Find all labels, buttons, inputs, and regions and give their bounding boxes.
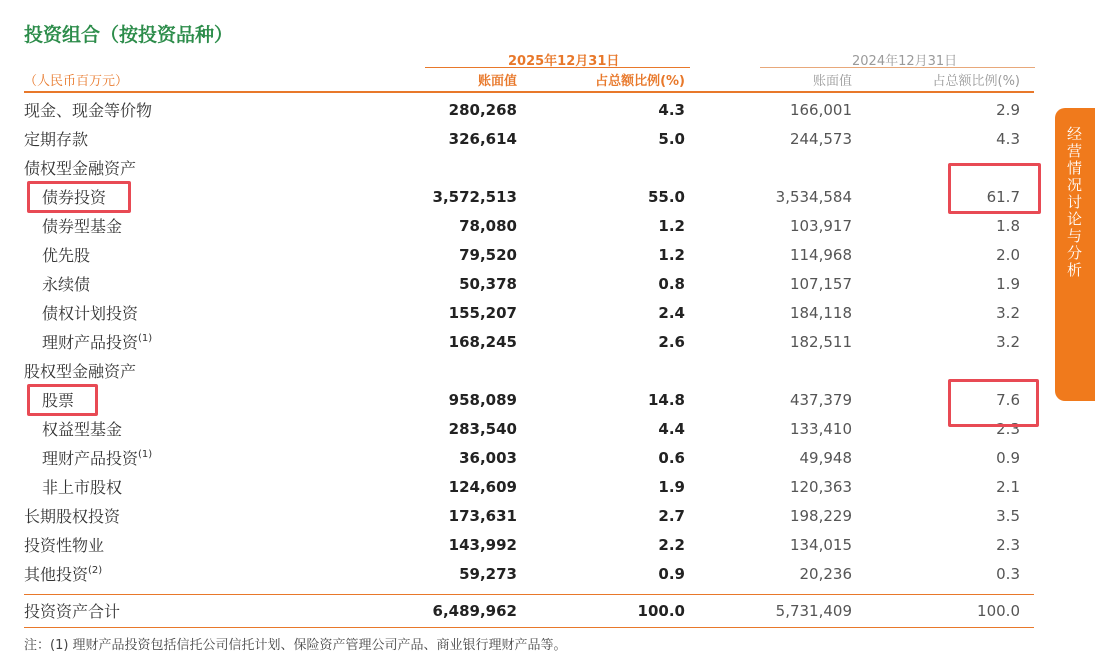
ratio-2025: 14.8 [647, 391, 685, 409]
value-2025: 168,245 [448, 333, 517, 351]
value-2024: 114,968 [789, 246, 852, 264]
ratio-2025: 0.6 [658, 449, 685, 467]
ratio-2025: 4.4 [658, 420, 685, 438]
value-2024: 198,229 [789, 507, 852, 525]
value-2024: 103,917 [789, 217, 852, 235]
value-2025: 283,540 [448, 420, 517, 438]
value-2025: 958,089 [448, 391, 517, 409]
table-row [0, 415, 1080, 444]
footnote-marker: (1) [138, 333, 153, 344]
value-2025: 173,631 [448, 507, 517, 525]
ratio-2024: 2.9 [996, 101, 1020, 119]
table-row [0, 96, 1080, 125]
side-section-tab-label: 经营情况讨论与分析 [1065, 126, 1083, 279]
table-row [0, 299, 1080, 328]
row-label: 现金、现金等价物 [24, 101, 153, 120]
table-row [0, 473, 1080, 502]
footnote: 注：(1) 理财产品投资包括信托公司信托计划、保险资产管理公司产品、商业银行理财产品等。 [24, 638, 567, 653]
ratio-2025: 2.7 [658, 507, 685, 525]
value-2024: 244,573 [789, 130, 852, 148]
value-2024: 184,118 [789, 304, 852, 322]
row-label: 债券型基金 [42, 217, 123, 236]
value-2025: 59,273 [459, 565, 517, 583]
value-2025: 155,207 [448, 304, 517, 322]
footnote-marker: (1) [138, 449, 153, 460]
value-2025: 280,268 [448, 101, 517, 119]
table-row [0, 386, 1080, 415]
table-row [0, 183, 1080, 212]
row-group-label: 债权型金融资产 [24, 159, 137, 178]
row-label: 非上市股权 [42, 478, 123, 497]
table-row-group [0, 154, 1080, 183]
ratio-2024: 1.9 [996, 275, 1020, 293]
total-value-2024: 5,731,409 [775, 602, 852, 620]
ratio-2024: 0.3 [996, 565, 1020, 583]
total-ratio-2025: 100.0 [637, 602, 685, 620]
total-ratio-2024: 100.0 [977, 602, 1020, 620]
total-value-2025: 6,489,962 [432, 602, 517, 620]
table-row [0, 444, 1080, 473]
highlight-box-bond-ratio-2024 [948, 163, 1041, 214]
value-2025: 124,609 [448, 478, 517, 496]
highlight-box-bond-investment [27, 181, 131, 213]
value-2024: 134,015 [789, 536, 852, 554]
highlight-box-stock-ratio-2024 [948, 379, 1039, 427]
col-ratio-current: 占总额比例(%) [595, 74, 685, 89]
row-label-text: 理财产品投资 [42, 333, 139, 352]
value-2024: 107,157 [789, 275, 852, 293]
ratio-2024: 2.0 [996, 246, 1020, 264]
row-label: 股票 [42, 391, 75, 410]
row-group-label: 股权型金融资产 [24, 362, 137, 381]
value-2025: 79,520 [459, 246, 517, 264]
table-bottom-divider [24, 627, 1034, 628]
value-2024: 182,511 [789, 333, 852, 351]
highlight-box-stock [27, 384, 98, 416]
ratio-2024: 7.6 [996, 391, 1020, 409]
year-current-header: 2025年12月31日 [508, 54, 620, 69]
col-ratio-prior: 占总额比例(%) [932, 74, 1020, 89]
table-row [0, 328, 1080, 357]
row-label: 定期存款 [24, 130, 89, 149]
row-label [42, 328, 152, 357]
table-row [0, 241, 1080, 270]
row-label: 投资性物业 [24, 536, 105, 555]
value-2025: 326,614 [448, 130, 517, 148]
value-2024: 120,363 [789, 478, 852, 496]
row-label: 优先股 [42, 246, 91, 265]
ratio-2024: 4.3 [996, 130, 1020, 148]
header-divider-prior [760, 67, 1035, 68]
ratio-2025: 1.2 [658, 217, 685, 235]
value-2024: 20,236 [799, 565, 852, 583]
header-divider-current [425, 67, 690, 68]
row-label: 永续债 [42, 275, 91, 294]
row-label: 长期股权投资 [24, 507, 121, 526]
ratio-2025: 0.9 [658, 565, 685, 583]
ratio-2024: 3.2 [996, 304, 1020, 322]
table-row [0, 212, 1080, 241]
table-row [0, 560, 1080, 589]
ratio-2024: 2.3 [996, 536, 1020, 554]
row-label: 债权计划投资 [42, 304, 139, 323]
ratio-2025: 1.9 [658, 478, 685, 496]
ratio-2024: 1.8 [996, 217, 1020, 235]
total-label: 投资资产合计 [24, 602, 121, 621]
value-2024: 166,001 [789, 101, 852, 119]
table-row [0, 270, 1080, 299]
row-label: 债券投资 [42, 188, 107, 207]
ratio-2025: 55.0 [647, 188, 685, 206]
ratio-2024: 2.1 [996, 478, 1020, 496]
value-2025: 36,003 [459, 449, 517, 467]
ratio-2025: 4.3 [658, 101, 685, 119]
value-2025: 3,572,513 [432, 188, 517, 206]
row-label [24, 560, 102, 589]
ratio-2025: 0.8 [658, 275, 685, 293]
row-label-text: 理财产品投资 [42, 449, 139, 468]
value-2025: 78,080 [459, 217, 517, 235]
col-book-value-prior: 账面值 [812, 74, 852, 89]
col-book-value-current: 账面值 [477, 74, 517, 89]
total-row [0, 597, 1080, 626]
row-label-text: 其他投资 [24, 565, 89, 584]
table-row [0, 502, 1080, 531]
ratio-2025: 2.2 [658, 536, 685, 554]
ratio-2025: 5.0 [658, 130, 685, 148]
ratio-2025: 2.4 [658, 304, 685, 322]
total-divider [24, 594, 1034, 595]
value-2025: 50,378 [459, 275, 517, 293]
ratio-2024: 2.3 [996, 420, 1020, 438]
table-row [0, 531, 1080, 560]
value-2024: 3,534,584 [775, 188, 852, 206]
ratio-2025: 1.2 [658, 246, 685, 264]
ratio-2024: 3.2 [996, 333, 1020, 351]
table-row [0, 125, 1080, 154]
value-2024: 437,379 [789, 391, 852, 409]
value-2024: 49,948 [799, 449, 852, 467]
year-prior-header: 2024年12月31日 [852, 54, 958, 69]
table-row-group [0, 357, 1080, 386]
ratio-2024: 61.7 [986, 188, 1020, 206]
unit-label: （人民币百万元） [24, 74, 129, 89]
ratio-2024: 0.9 [996, 449, 1020, 467]
header-bottom-divider [24, 91, 1034, 93]
ratio-2025: 2.6 [658, 333, 685, 351]
side-section-tab[interactable] [1055, 108, 1095, 401]
value-2024: 133,410 [789, 420, 852, 438]
value-2025: 143,992 [448, 536, 517, 554]
row-label: 权益型基金 [42, 420, 123, 439]
ratio-2024: 3.5 [996, 507, 1020, 525]
footnote-marker: (2) [88, 565, 103, 576]
row-label [42, 444, 152, 473]
page-title: 投资组合（按投资品种） [24, 24, 234, 46]
